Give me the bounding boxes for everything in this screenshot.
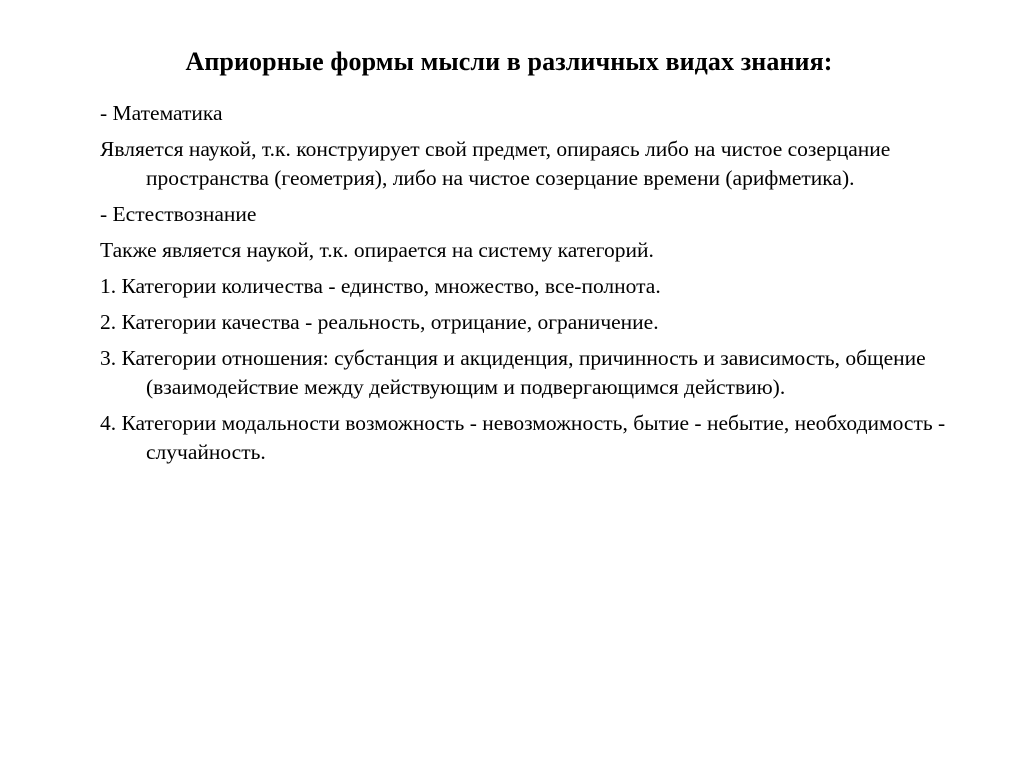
body-paragraph-category-4: 4. Категории модальности возможность - невозможность, бытие - небытие, необходимость - случайность. [100, 411, 946, 465]
body-paragraph-science-heading: - Естествознание [100, 202, 257, 227]
body-paragraph-category-1: 1. Категории количества - единство, множество, все-полнота. [100, 274, 661, 299]
body-paragraph-math-text: Является наукой, т.к. конструирует свой предмет, опираясь либо на чистое созерцание пространства (геометрия), либо на чистое созерцание времени (арифметика). [100, 137, 891, 191]
slide-body [54, 99, 964, 467]
body-paragraph-math-heading: - Математика [100, 101, 223, 126]
body-paragraph-category-3: 3. Категории отношения: субстанция и акциденция, причинность и зависимость, общение (взаимодействие между действующим и подвергающимся действию). [100, 346, 926, 400]
body-paragraph-category-2: 2. Категории качества - реальность, отрицание, ограничение. [100, 310, 659, 335]
body-paragraph-science-text: Также является наукой, т.к. опирается на систему категорий. [100, 238, 654, 263]
page-title: Априорные формы мысли в различных видах знания: [185, 47, 833, 76]
